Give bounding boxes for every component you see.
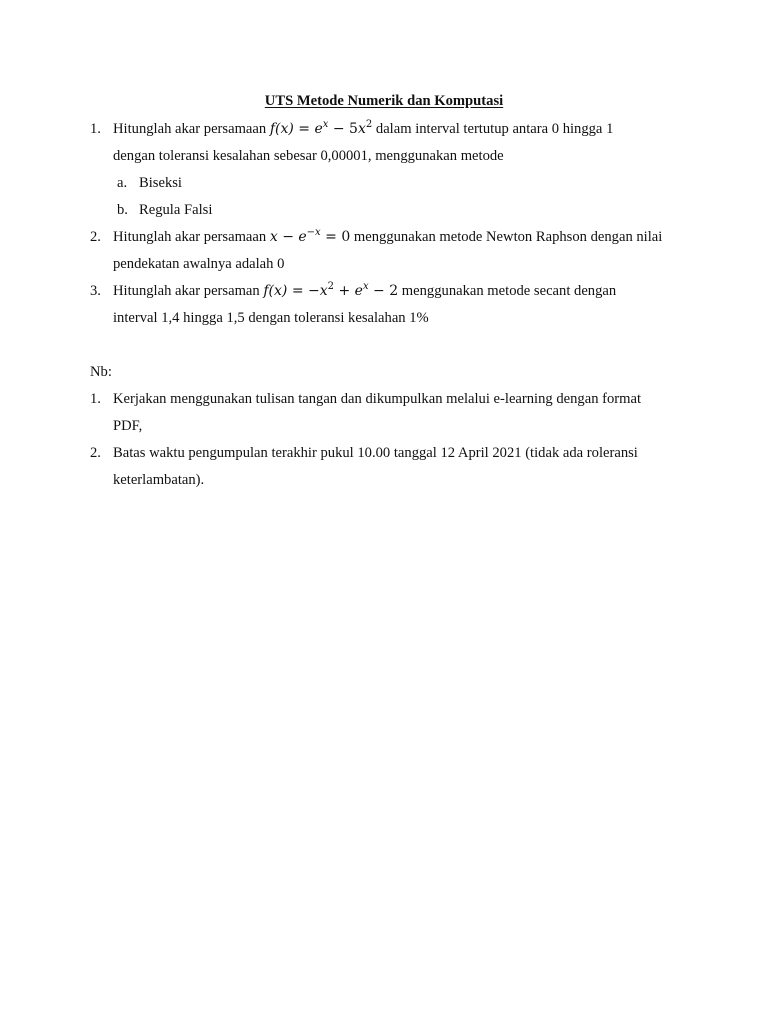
note-text: Kerjakan menggunakan tulisan tangan dan dikumpulkan melalui e-learning dengan format bbox=[113, 391, 642, 407]
question-2-line-1 bbox=[90, 227, 663, 246]
option-letter: b. bbox=[117, 202, 128, 218]
question-text-continued: dalam interval tertutup antara 0 hingga 1 bbox=[375, 121, 614, 137]
option-letter: a. bbox=[117, 175, 128, 191]
option-label: Biseksi bbox=[139, 175, 182, 191]
question-1-formula: $f(x) = e^x - 5x^2$ bbox=[269, 119, 373, 137]
question-text: Hitunglah akar persamaan bbox=[113, 229, 267, 245]
option-label: Regula Falsi bbox=[139, 202, 213, 218]
note-text: Batas waktu pengumpulan terakhir pukul 10.00 tanggal 12 April 2021 (tidak ada roleransi bbox=[113, 445, 638, 461]
note-1-line-2: PDF, bbox=[113, 418, 143, 434]
question-1-option-a bbox=[117, 174, 182, 192]
question-number: 3. bbox=[90, 283, 101, 299]
question-3-formula: $f(x) = -x^2 + e^x - 2$ bbox=[263, 281, 399, 299]
question-text-continued: menggunakan metode secant dengan bbox=[401, 283, 617, 299]
note-1-line-1 bbox=[90, 390, 642, 408]
question-3-line-2: interval 1,4 hingga 1,5 dengan toleransi kesalahan 1% bbox=[113, 310, 429, 326]
question-2-formula: $x - e^{-x} = 0$ bbox=[269, 227, 351, 245]
page-title: UTS Metode Numerik dan Komputasi bbox=[264, 93, 504, 109]
question-3-line-1 bbox=[90, 281, 617, 300]
question-2-line-2: pendekatan awalnya adalah 0 bbox=[113, 256, 285, 272]
question-1-option-b bbox=[117, 201, 213, 219]
note-number: 1. bbox=[90, 391, 101, 407]
note-number: 2. bbox=[90, 445, 101, 461]
question-1-line-1 bbox=[90, 119, 614, 138]
question-number: 1. bbox=[90, 121, 101, 137]
notes-heading: Nb: bbox=[90, 364, 112, 380]
question-text: Hitunglah akar persaman bbox=[113, 283, 260, 299]
question-text: Hitunglah akar persamaan bbox=[113, 121, 267, 137]
note-2-line-2: keterlambatan). bbox=[113, 472, 205, 488]
question-1-line-2: dengan toleransi kesalahan sebesar 0,00001, menggunakan metode bbox=[113, 148, 504, 164]
question-text-continued: menggunakan metode Newton Raphson dengan nilai bbox=[353, 229, 663, 245]
question-number: 2. bbox=[90, 229, 101, 245]
note-2-line-1 bbox=[90, 444, 638, 462]
